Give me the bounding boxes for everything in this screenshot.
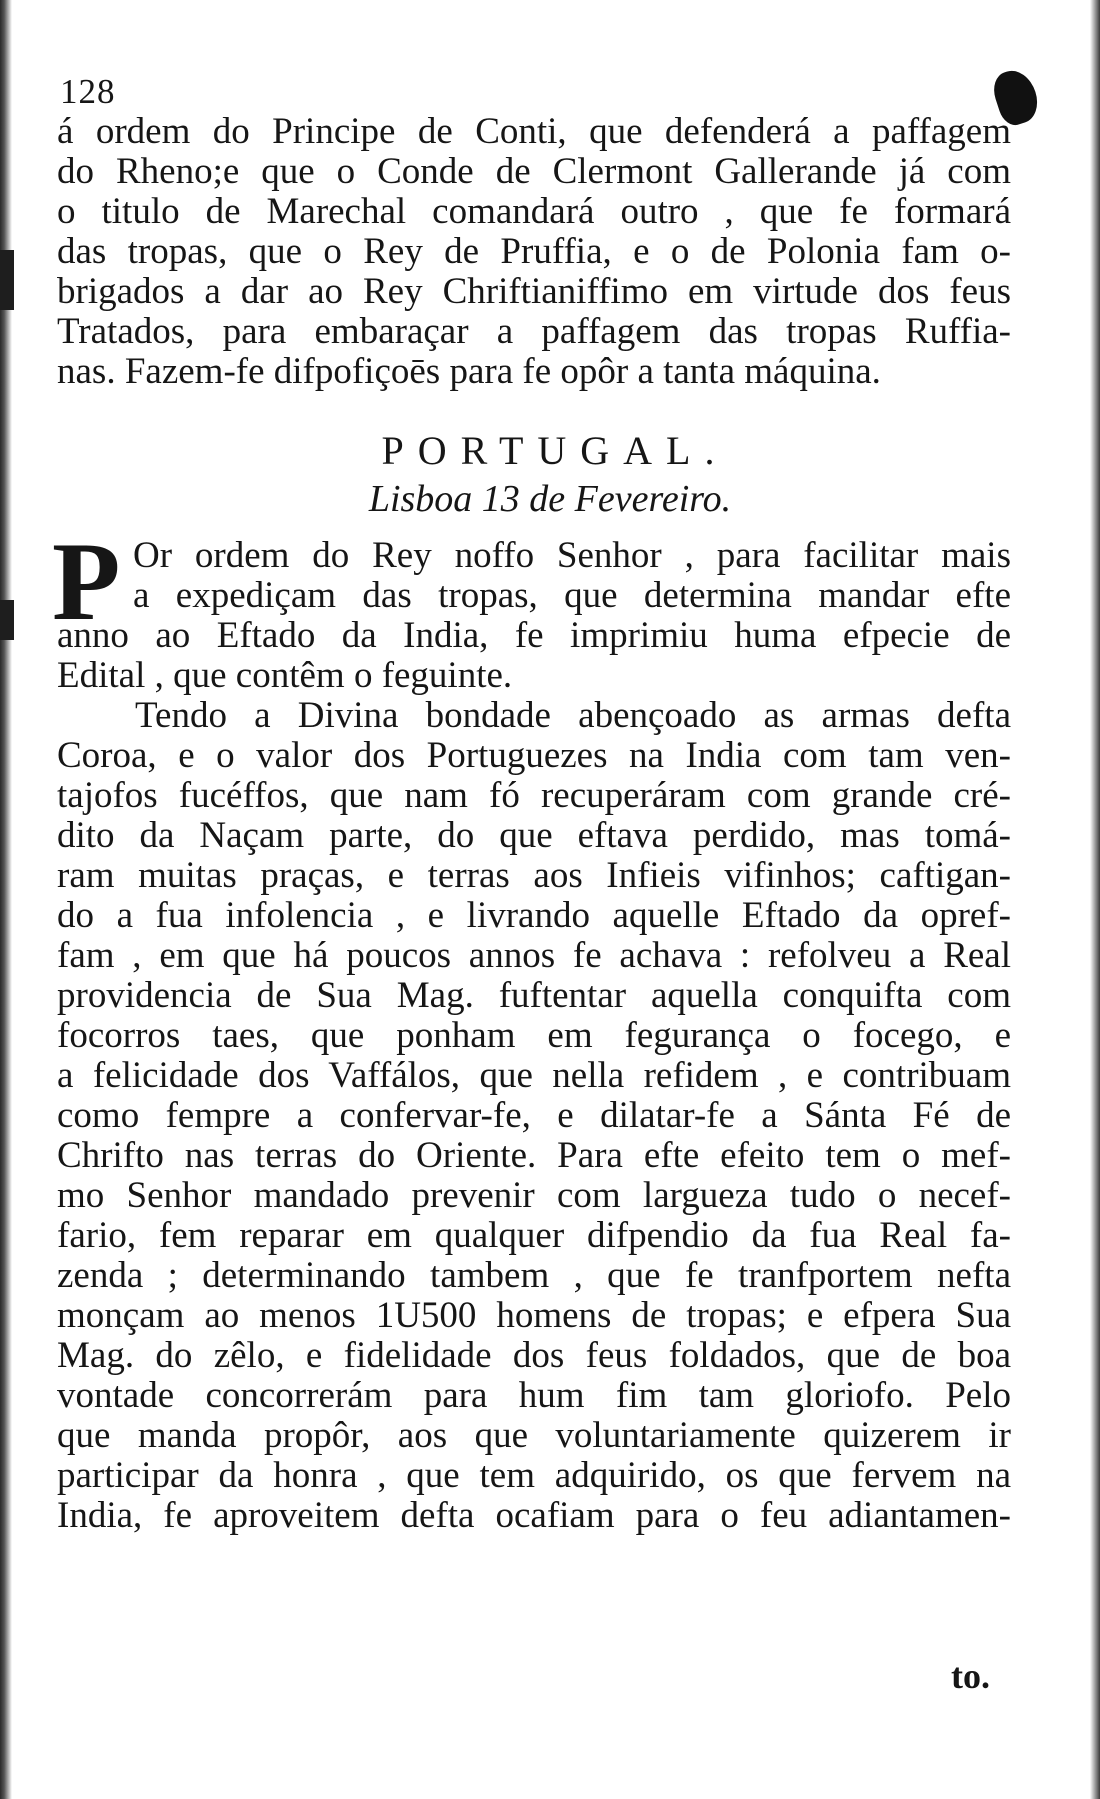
text-line: India, fe aproveitem defta ocafiam para o feu adiantamen-	[57, 1495, 1011, 1536]
text-line: fario, fem reparar em qualquer difpendio da fua Real fa-	[57, 1215, 1011, 1256]
drop-cap: P	[52, 520, 121, 644]
text-line: á ordem do Principe de Conti, que defenderá a paffagem	[57, 111, 1011, 152]
text-line: das tropas, que o Rey de Pruffia, e o de Polonia fam o-	[57, 231, 1011, 272]
text-line: tajofos fucéffos, que nam fó recuperáram com grande cré-	[57, 775, 1011, 816]
text-line: Tratados, para embaraçar a paffagem das tropas Ruffia-	[57, 311, 1011, 352]
text-line: o titulo de Marechal comandará outro , que fe formará	[57, 191, 1011, 232]
text-line: brigados a dar ao Rey Chriftianiffimo em virtude dos feus	[57, 271, 1011, 312]
text-line: a expediçam das tropas, que determina mandar efte	[133, 575, 1011, 616]
text-line: como fempre a confervar-fe, e dilatar-fe a Sánta Fé de	[57, 1095, 1011, 1136]
text-line: Chrifto nas terras do Oriente. Para efte efeito tem o mef-	[57, 1135, 1011, 1176]
text-line: que manda propôr, aos que voluntariamente quizerem ir	[57, 1415, 1011, 1456]
text-line: Edital , que contêm o feguinte.	[57, 655, 513, 696]
text-line: zenda ; determinando tambem , que fe tranfportem nefta	[57, 1255, 1011, 1296]
text-line: Coroa, e o valor dos Portuguezes na India com tam ven-	[57, 735, 1011, 776]
page-left-edge-mark	[0, 600, 14, 640]
text-line: do a fua infolencia , e livrando aquelle Eftado da opref-	[57, 895, 1011, 936]
catchword: to.	[951, 1656, 990, 1696]
top-paragraph	[57, 112, 1011, 392]
text-line: vontade concorrerám para hum fim tam gloriofo. Pelo	[57, 1375, 1011, 1416]
section-title: PORTUGAL.	[381, 428, 729, 473]
text-line: Or ordem do Rey noffo Senhor , para facilitar mais	[133, 535, 1011, 576]
text-line: ram muitas praças, e terras aos Infieis vifinhos; caftigan-	[57, 855, 1011, 896]
page-left-edge-mark	[0, 250, 14, 310]
text-line: mo Senhor mandado prevenir com largueza tudo o necef-	[57, 1175, 1011, 1216]
text-line: do Rheno;e que o Conde de Clermont Gallerande já com	[57, 151, 1011, 192]
text-line: a felicidade dos Vaffálos, que nella refidem , e contribuam	[57, 1055, 1011, 1096]
text-line: nas. Fazem-fe difpofiçoēs para fe opôr a tanta máquina.	[57, 351, 881, 392]
text-line: Tendo a Divina bondade abençoado as armas defta	[135, 695, 1011, 736]
page-right-edge-shadow	[1090, 0, 1100, 1799]
text-line: fam , em que há poucos annos fe achava : refolveu a Real	[57, 935, 1011, 976]
text-line: dito da Naçam parte, do que eftava perdido, mas tomá-	[57, 815, 1011, 856]
dateline: Lisboa 13 de Fevereiro.	[368, 478, 732, 520]
text-line: Mag. do zêlo, e fidelidade dos feus foldados, que de boa	[57, 1335, 1011, 1376]
main-text	[57, 536, 1011, 1536]
text-line: focorros taes, que ponham em fegurança o focego, e	[57, 1015, 1011, 1056]
page-number: 128	[60, 72, 116, 111]
text-line: monçam ao menos 1U500 homens de tropas; e efpera Sua	[57, 1295, 1011, 1336]
text-line: participar da honra , que tem adquirido, os que fervem na	[57, 1455, 1011, 1496]
text-line: anno ao Eftado da India, fe imprimiu huma efpecie de	[57, 615, 1011, 656]
text-line: providencia de Sua Mag. fuftentar aquella conquifta com	[57, 975, 1011, 1016]
